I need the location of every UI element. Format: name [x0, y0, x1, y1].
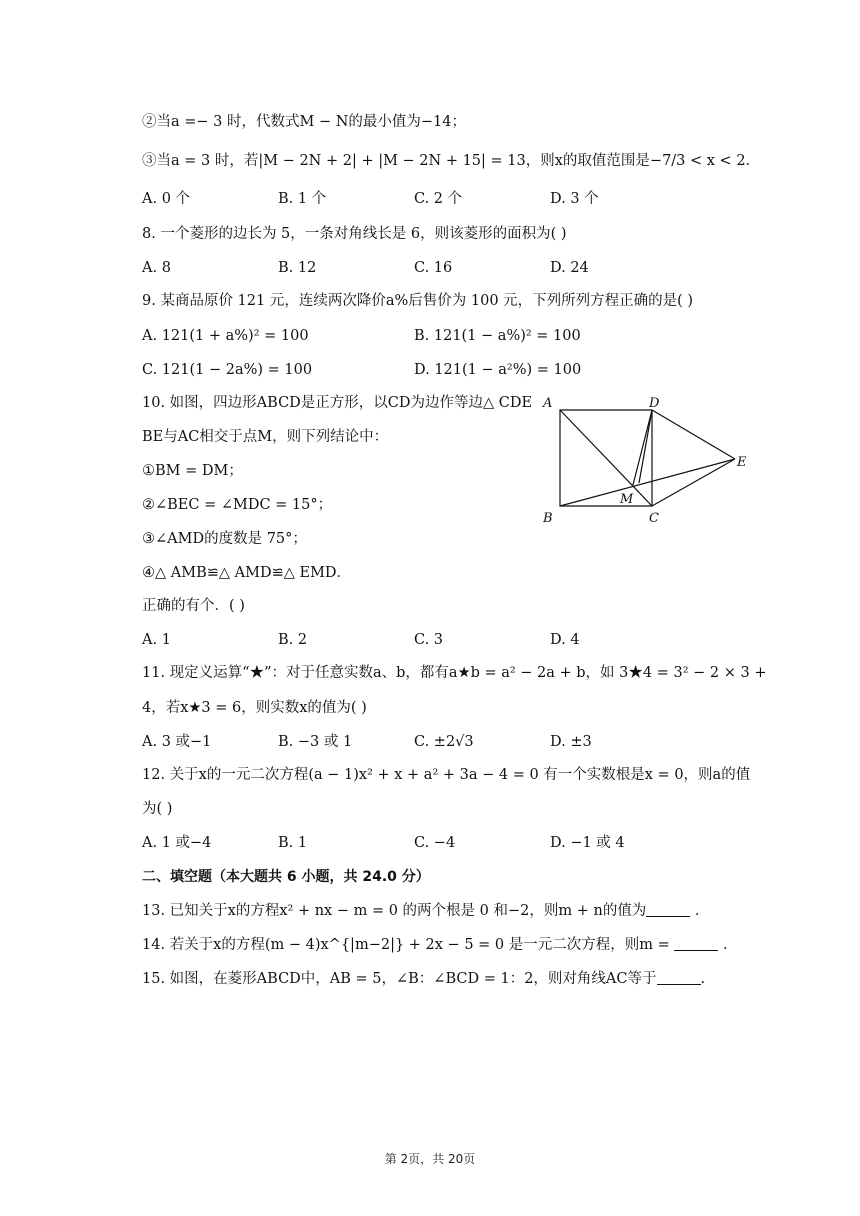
option-a: A. 121(1 + a%)² = 100 [142, 328, 309, 344]
option-a: A. 1 或−4 [142, 835, 212, 851]
option-d: D. 4 [550, 632, 580, 648]
label-m: M [620, 492, 634, 507]
option-a: A. 8 [142, 260, 171, 276]
q10-statement-3: ③∠AMD的度数是 75°； [142, 531, 307, 547]
option-d: D. 24 [550, 260, 589, 276]
option-d: D. 121(1 − a²%) = 100 [414, 362, 582, 378]
option-a: A. 1 [142, 632, 171, 648]
question-11-line2: 4，若x★3 = 6，则实数x的值为( ) [142, 700, 367, 716]
answer-blank [646, 902, 690, 917]
q10-statement-4: ④△ AMB≌△ AMD≌△ EMD． [142, 565, 352, 581]
question-14 [142, 934, 737, 956]
question-13-end: ． [694, 903, 710, 919]
q7-item-3: ③当a = 3 时，若|M − 2N + 2| + |M − 2N + 15| = 13，则x的取值范围是−7/3 < x < 2． [142, 153, 761, 169]
question-13 [142, 900, 709, 922]
question-15 [142, 968, 705, 990]
question-14-end: ． [722, 937, 738, 953]
option-c: C. ±2√3 [414, 734, 474, 750]
label-c: C [649, 511, 659, 526]
option-c: C. −4 [414, 835, 456, 851]
label-e: E [737, 455, 747, 470]
question-12-line2: 为( ) [142, 801, 173, 817]
question-10-line1: 10. 如图，四边形ABCD是正方形，以CD为边作等边△ CDE [142, 395, 533, 411]
option-a: A. 0 个 [142, 191, 191, 207]
option-b: B. −3 或 1 [278, 734, 353, 750]
option-b: B. 2 [278, 632, 308, 648]
option-b: B. 12 [278, 260, 317, 276]
question-9: 9. 某商品原价 121 元，连续两次降价a%后售价为 100 元，下列所列方程正确的是( ) [142, 293, 694, 309]
q10-statement-2: ②∠BEC = ∠MDC = 15°； [142, 497, 333, 513]
page-footer: 第 2页，共 20页 [384, 1152, 476, 1166]
q10-statement-1: ①BM = DM； [142, 463, 243, 479]
option-c: C. 16 [414, 260, 453, 276]
option-a: A. 3 或−1 [142, 734, 212, 750]
question-10-line2: BE与AC相交于点M，则下列结论中： [142, 429, 389, 445]
option-c: C. 121(1 − 2a%) = 100 [142, 362, 313, 378]
q10-question: 正确的有个．( ) [142, 598, 245, 614]
option-b: B. 121(1 − a%)² = 100 [414, 328, 581, 344]
square-equilateral-triangle-figure [536, 393, 756, 528]
option-c: C. 2 个 [414, 191, 463, 207]
option-b: B. 1 个 [278, 191, 327, 207]
label-d: D [649, 396, 660, 411]
label-a: A [543, 396, 553, 411]
option-c: C. 3 [414, 632, 444, 648]
question-12-line1: 12. 关于x的一元二次方程(a − 1)x² + x + a² + 3a − 4 = 0 有一个实数根是x = 0，则a的值 [142, 767, 751, 783]
question-15-end: . [700, 971, 706, 987]
option-b: B. 1 [278, 835, 308, 851]
question-15-text: 15. 如图，在菱形ABCD中，AB = 5，∠B：∠BCD = 1：2，则对角线AC等于 [142, 971, 657, 987]
question-14-text: 14. 若关于x的方程(m − 4)x^{|m−2|} + 2x − 5 = 0 是一元二次方程，则m = [142, 937, 670, 953]
option-d: D. −1 或 4 [550, 835, 625, 851]
question-8: 8. 一个菱形的边长为 5，一条对角线长是 6，则该菱形的面积为( ) [142, 226, 567, 242]
q7-item-2: ②当a =− 3 时，代数式M − N的最小值为−14； [142, 114, 466, 130]
section-heading-fill-in: 二、填空题（本大题共 6 小题，共 24.0 分） [142, 869, 430, 885]
answer-blank [657, 970, 701, 985]
option-d: D. 3 个 [550, 191, 599, 207]
option-d: D. ±3 [550, 734, 592, 750]
question-11-line1: 11. 现定义运算“★”：对于任意实数a、b，都有a★b = a² − 2a + b，如 3★4 = 3² − 2 × 3 + [142, 665, 767, 681]
label-b: B [543, 511, 553, 526]
question-13-text: 13. 已知关于x的方程x² + nx − m = 0 的两个根是 0 和−2，则m + n的值为 [142, 903, 647, 919]
answer-blank [674, 936, 718, 951]
